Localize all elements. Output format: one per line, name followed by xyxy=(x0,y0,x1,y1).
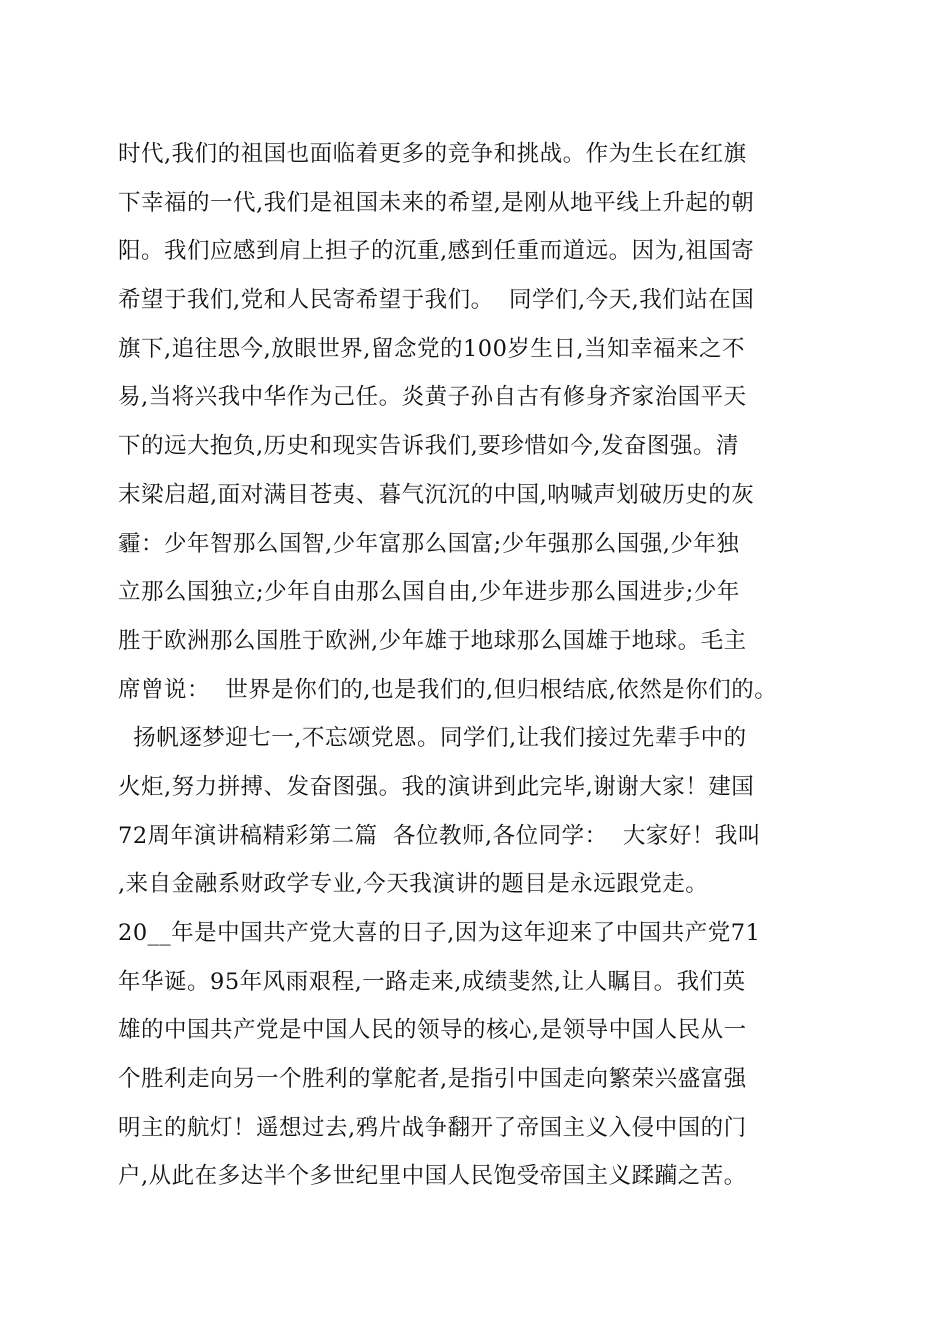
text-line: 阳。我们应感到肩上担子的沉重,感到任重而道远。因为,祖国寄 xyxy=(118,238,755,265)
text-line: 霾：少年智那么国智,少年富那么国富;少年强那么国强,少年独 xyxy=(118,530,740,557)
text-line: 年华诞。95年风雨艰程,一路走来,成绩斐然,让人瞩目。我们英 xyxy=(118,968,746,995)
text-line: 个胜利走向另一个胜利的掌舵者,是指引中国走向繁荣兴盛富强 xyxy=(118,1066,747,1093)
text-line: 明主的航灯！遥想过去,鸦片战争翻开了帝国主义入侵中国的门 xyxy=(118,1114,747,1141)
text-line: 下幸福的一代,我们是祖国未来的希望,是刚从地平线上升起的朝 xyxy=(118,189,755,216)
text-line: 72周年演讲稿精彩第二篇 各位教师,各位同学： 大家好！我叫 xyxy=(118,822,761,849)
body-text xyxy=(118,130,878,1201)
text-line: 末梁启超,面对满目苍夷、暮气沉沉的中国,呐喊声划破历史的灰 xyxy=(118,481,755,508)
text-line: 易,当将兴我中华作为己任。炎黄子孙自古有修身齐家治国平天 xyxy=(118,384,747,411)
text-line: 扬帆逐梦迎七一,不忘颂党恩。同学们,让我们接过先辈手中的 xyxy=(118,725,747,752)
text-line: 20__年是中国共产党大喜的日子,因为这年迎来了中国共产党71 xyxy=(118,920,761,946)
text-line: 胜于欧洲那么国胜于欧洲,少年雄于地球那么国雄于地球。毛主 xyxy=(118,627,747,654)
text-line: 户,从此在多达半个多世纪里中国人民饱受帝国主义蹂躏之苦。 xyxy=(118,1163,747,1190)
text-line: 雄的中国共产党是中国人民的领导的核心,是领导中国人民从一 xyxy=(118,1017,747,1044)
text-line: 下的远大抱负,历史和现实告诉我们,要珍惜如今,发奋图强。清 xyxy=(118,433,739,460)
text-line: 火炬,努力拼搏、发奋图强。我的演讲到此完毕,谢谢大家！建国 xyxy=(118,773,755,800)
text-line: 时代,我们的祖国也面临着更多的竞争和挑战。作为生长在红旗 xyxy=(118,141,747,167)
text-line: 希望于我们,党和人民寄希望于我们。 同学们,今天,我们站在国 xyxy=(118,287,755,314)
text-line: 立那么国独立;少年自由那么国自由,少年进步那么国进步;少年 xyxy=(118,579,740,606)
text-line: 旗下,追往思今,放眼世界,留念党的100岁生日,当知幸福来之不 xyxy=(118,335,746,362)
text-line: ,来自金融系财政学专业,今天我演讲的题目是永远跟党走。 xyxy=(118,871,709,898)
text-line: 席曾说： 世界是你们的,也是我们的,但归根结底,依然是你们的。 xyxy=(118,676,778,703)
